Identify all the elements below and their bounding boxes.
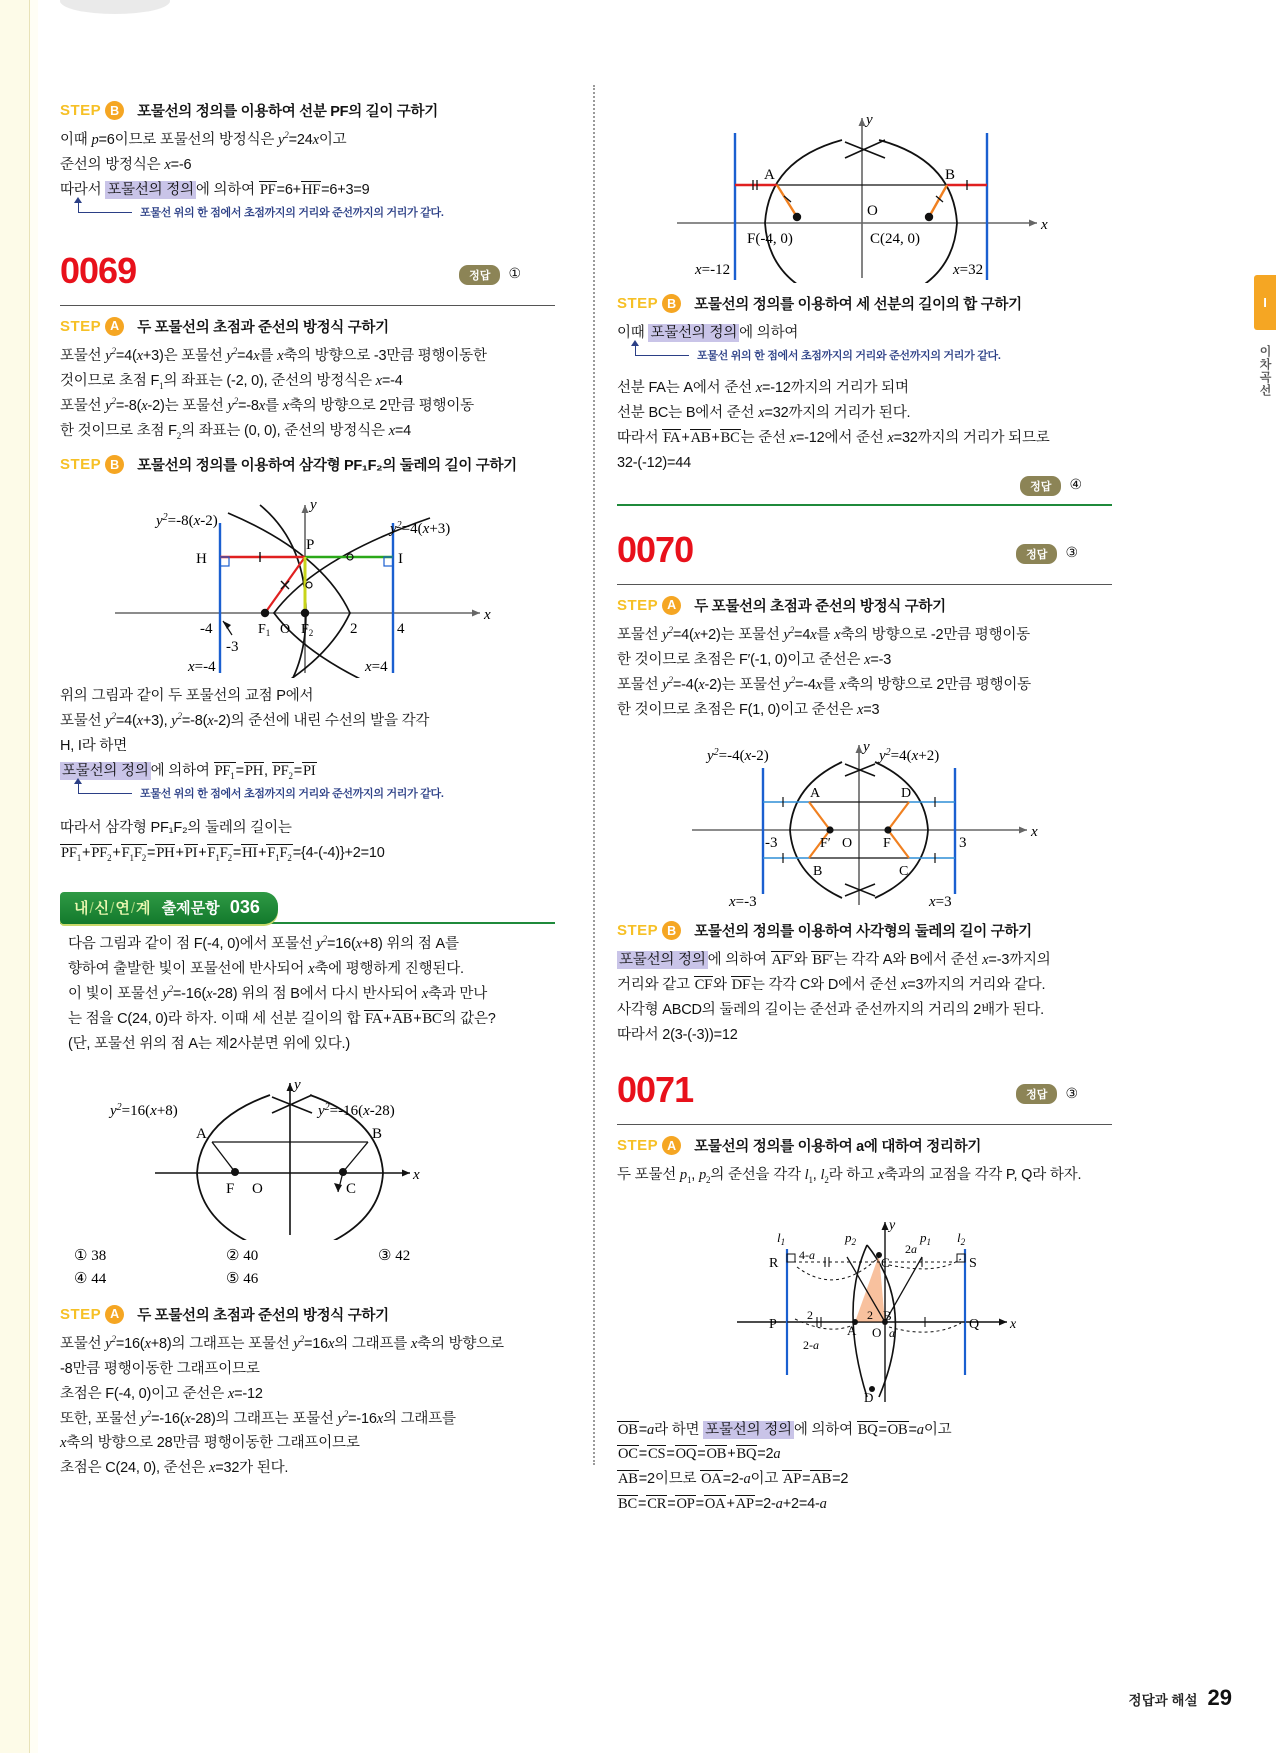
svg-text:I: I bbox=[398, 551, 403, 568]
svg-text:C(24, 0): C(24, 0) bbox=[870, 231, 920, 247]
answer-value: ① bbox=[508, 267, 521, 283]
step-badge: B bbox=[662, 294, 681, 313]
problem-rule bbox=[617, 584, 1112, 585]
step-badge: B bbox=[105, 455, 124, 474]
choice-4[interactable] bbox=[74, 1269, 226, 1288]
choice-value: 44 bbox=[91, 1270, 107, 1287]
problem-header-0069 bbox=[60, 249, 555, 301]
text-line: 따라서 삼각형 PF₁F₂의 둘레의 길이는 bbox=[60, 820, 292, 837]
chapter-tab-label: 이차곡선 bbox=[1258, 345, 1272, 397]
svg-text:l2: $l_2$ bbox=[957, 1229, 966, 1247]
svg-text:O: O bbox=[842, 836, 853, 852]
choice-3[interactable] bbox=[378, 1246, 530, 1265]
svg-text:2: 2 bbox=[350, 621, 358, 638]
svg-text:A: A bbox=[847, 1322, 857, 1338]
svg-text:p1: $p_1$ bbox=[920, 1229, 931, 1247]
step-header-0071-a bbox=[617, 1135, 1112, 1156]
svg-text:C: C bbox=[899, 864, 909, 880]
svg-text:F: F bbox=[226, 1180, 235, 1197]
text-line: 초점은 C(24, 0), 준선은 x=32가 된다. bbox=[60, 1460, 289, 1477]
naesin-tag bbox=[60, 892, 278, 924]
svg-text:B: B bbox=[813, 864, 823, 880]
text-line: 포물선 $y^2=4(x+3)$, $y^2=-8(x-2)$의 준선에 내린 수선의 발을 각각 bbox=[60, 711, 430, 730]
choice-mark: ③ bbox=[378, 1247, 392, 1264]
step-0071-a-body bbox=[617, 1163, 1112, 1188]
answer-value: ④ bbox=[1069, 478, 1082, 494]
step-036-a-body bbox=[60, 1332, 555, 1482]
formula-line: $PF_1+PF_2+F_1F_2=PH+PI+F_1F_2=HI+F_1F_2=\{4-(-4)\}+2=10$ bbox=[61, 845, 385, 863]
right-column bbox=[617, 90, 1112, 1517]
text-line: H, I라 하면 bbox=[60, 738, 128, 755]
text-line: 두 포물선 $p_1$, $p_2$의 준선을 각각 $l_1$, $l_2$라 하고 x축과의 교점을 각각 P, Q라 하자. bbox=[617, 1167, 1082, 1186]
svg-text:O: O bbox=[252, 1180, 263, 1197]
step-badge: A bbox=[662, 596, 681, 615]
svg-text:O: O bbox=[280, 622, 291, 638]
step-header-0070-b bbox=[617, 920, 1112, 941]
choice-value: 38 bbox=[91, 1247, 107, 1264]
svg-text:y: y bbox=[863, 739, 870, 756]
svg-text:2a: 2a bbox=[905, 1241, 917, 1256]
step-0070-b-body bbox=[617, 948, 1112, 1048]
step-0071-conclusion bbox=[617, 1418, 1112, 1518]
step-title: 포물선의 정의를 이용하여 세 선분의 길이의 합 구하기 bbox=[694, 297, 1022, 313]
naesin-number: 036 bbox=[229, 897, 260, 918]
svg-text:A: A bbox=[810, 786, 821, 802]
svg-text:C: C bbox=[881, 1254, 890, 1270]
svg-text:F′: F′ bbox=[820, 836, 831, 852]
svg-text:-4: -4 bbox=[200, 621, 213, 638]
step-word: STEP bbox=[60, 1305, 102, 1323]
svg-text:y: y bbox=[866, 112, 873, 128]
naesin-word-3: 연 bbox=[115, 900, 130, 918]
svg-text:O: O bbox=[872, 1324, 882, 1340]
svg-text:F1: $F_1$ bbox=[258, 622, 271, 639]
step-title: 두 포물선의 초점과 준선의 방정식 구하기 bbox=[694, 598, 946, 615]
answer-pill bbox=[1020, 476, 1082, 496]
text-line: 준선의 방정식은 x=-6 bbox=[60, 156, 192, 173]
step-title: 두 포물선의 초점과 준선의 방정식 구하기 bbox=[137, 319, 389, 336]
svg-text:P: P bbox=[769, 1316, 777, 1332]
svg-text:a: a bbox=[889, 1325, 895, 1340]
step-header-0069-b bbox=[60, 454, 555, 475]
naesin-word-2: 신 bbox=[94, 900, 110, 918]
step-word: STEP bbox=[60, 317, 102, 335]
svg-text:A: A bbox=[196, 1125, 207, 1142]
svg-text:2: 2 bbox=[807, 1307, 813, 1322]
svg-text:4: 4 bbox=[397, 621, 405, 638]
svg-text:x: x bbox=[413, 1166, 420, 1183]
note-leader-line bbox=[78, 782, 132, 794]
choice-mark: ⑤ bbox=[226, 1270, 240, 1287]
text-line: 포물선의 정의 에 의하여 $PF_1=PH$, $PF_2=PI$ bbox=[62, 763, 316, 782]
text-line: BC=CR=OP=OA+AP=2-a+2=4-a bbox=[618, 1496, 827, 1513]
problem-rule bbox=[617, 1124, 1112, 1125]
callout-note bbox=[617, 348, 1112, 368]
answer-value: ③ bbox=[1065, 1086, 1078, 1102]
left-column bbox=[60, 90, 555, 1481]
choice-value: 46 bbox=[243, 1270, 259, 1287]
step-word: STEP bbox=[617, 596, 659, 614]
text-line: 다음 그림과 같이 점 F(-4, 0)에서 포물선 $y^2=16(x+8)$ 위의 점 A를 bbox=[68, 934, 459, 953]
step-036-b-body bbox=[617, 321, 1112, 346]
answer-pill bbox=[1016, 544, 1078, 564]
step-036-b-after bbox=[617, 376, 1112, 476]
step-word: STEP bbox=[60, 102, 102, 119]
slash: / bbox=[130, 900, 136, 918]
naesin-word-1: 내 bbox=[74, 900, 89, 918]
svg-text:x=-4: x=-4 bbox=[188, 659, 216, 676]
svg-text:D: D bbox=[901, 786, 912, 802]
svg-text:x=-12: x=-12 bbox=[695, 262, 731, 278]
text-line: 따라서 포물선의 정의 에 의하여 PF=6+HF=6+3=9 bbox=[60, 181, 370, 198]
answer-row-036 bbox=[617, 476, 1112, 500]
step-badge: B bbox=[105, 101, 124, 120]
note-text: 포물선 위의 한 점에서 초점까지의 거리와 준선까지의 거리가 같다. bbox=[140, 788, 444, 801]
svg-text:y: y bbox=[294, 1076, 301, 1093]
svg-text:4-a: 4-a bbox=[799, 1247, 815, 1262]
text-line: (단, 포물선 위의 점 A는 제2사분면 위에 있다.) bbox=[68, 1035, 350, 1052]
naesin-section bbox=[60, 892, 555, 924]
svg-text:x: x bbox=[1010, 1316, 1017, 1332]
callout-note bbox=[60, 205, 555, 225]
svg-text:D: D bbox=[864, 1389, 874, 1405]
text-line: 따라서 FA+AB+BC는 준선 x=-12에서 준선 x=32까지의 거리가 되므로 bbox=[617, 429, 1050, 446]
choice-spacer bbox=[378, 1269, 530, 1288]
svg-text:2: 2 bbox=[867, 1307, 873, 1322]
text-line: 포물선 $y^2=16(x+8)$의 그래프는 포물선 $y^2=16x$의 그래프를 x축의 방향으로 bbox=[60, 1333, 504, 1352]
svg-text:O: O bbox=[867, 203, 878, 219]
page-number: 29 bbox=[1207, 1685, 1232, 1710]
step-header-0070-a bbox=[617, 595, 1112, 616]
text-line: 따라서 2(3-(-3))=12 bbox=[617, 1027, 738, 1044]
step-badge: A bbox=[105, 317, 124, 336]
step-title: 포물선의 정의를 이용하여 선분 PF의 길이 구하기 bbox=[137, 104, 438, 120]
svg-text:F: F bbox=[883, 836, 891, 852]
slash: / bbox=[89, 900, 94, 918]
chapter-tab: I bbox=[1254, 275, 1276, 330]
section-rule bbox=[617, 504, 1112, 506]
svg-text:B: B bbox=[883, 1307, 892, 1323]
figure-0071 bbox=[617, 1197, 1112, 1412]
step-header-0069-a bbox=[60, 316, 555, 337]
svg-text:-3: -3 bbox=[226, 639, 239, 656]
answer-label: 정답 bbox=[1016, 544, 1057, 564]
note-text: 포물선 위의 한 점에서 초점까지의 거리와 준선까지의 거리가 같다. bbox=[697, 349, 1001, 362]
svg-text:p2: $p_2$ bbox=[845, 1229, 856, 1247]
text-line: 거리와 같고 CF와 DF는 각각 C와 D에서 준선 x=3까지의 거리와 같다. bbox=[617, 977, 1046, 994]
svg-text:A: A bbox=[764, 167, 775, 183]
choices-row-2 bbox=[60, 1269, 555, 1288]
text-line: AB=2이므로 OA=2-a이고 AP=AB=2 bbox=[618, 1471, 849, 1488]
svg-text:x=32: x=32 bbox=[953, 262, 984, 278]
text-line: 이때 포물선의 정의 에 의하여 bbox=[617, 325, 799, 341]
step-header-top bbox=[60, 100, 555, 121]
text-line: 이 빛이 포물선 $y^2=-16(x-28)$ 위의 점 B에서 다시 반사되어 x축과 만나 bbox=[68, 984, 488, 1002]
text-line: 한 것이므로 초점은 F(1, 0)이고 준선은 x=3 bbox=[617, 701, 880, 718]
choice-mark: ① bbox=[74, 1247, 88, 1264]
svg-text:y: y bbox=[889, 1217, 896, 1233]
column-divider bbox=[593, 85, 595, 1465]
svg-text:-3: -3 bbox=[765, 835, 778, 852]
svg-text:y2=16(x+8): $y^2=16(x+8)$ bbox=[110, 1101, 178, 1119]
step-badge: B bbox=[662, 921, 681, 940]
naesin-word-4: 계 bbox=[136, 900, 151, 918]
note-leader-line bbox=[635, 344, 689, 356]
choice-value: 40 bbox=[243, 1247, 259, 1264]
step-word: STEP bbox=[617, 922, 659, 940]
text-line: 향하여 출발한 빛이 포물선에 반사되어 x축에 평행하게 진행된다. bbox=[68, 960, 464, 977]
text-line: -8만큼 평행이동한 그래프이므로 bbox=[60, 1360, 260, 1377]
footer-label: 정답과 해설 bbox=[1128, 1693, 1198, 1708]
svg-text:x=3: x=3 bbox=[929, 894, 952, 911]
text-line: 위의 그림과 같이 두 포물선의 교점 P에서 bbox=[60, 688, 314, 705]
svg-text:F(-4, 0): F(-4, 0) bbox=[747, 231, 793, 247]
step-badge: A bbox=[105, 1305, 124, 1324]
svg-text:y2=4(x+3): $y^2=4(x+3)$ bbox=[390, 520, 451, 538]
text-line: 한 것이므로 초점은 F′(-1, 0)이고 준선은 x=-3 bbox=[617, 651, 892, 668]
choices-row-1 bbox=[60, 1246, 555, 1265]
svg-text:2-a: 2-a bbox=[803, 1337, 819, 1352]
svg-text:B: B bbox=[372, 1125, 383, 1142]
svg-text:x=4: x=4 bbox=[365, 659, 388, 676]
text-line: 32-(-12)=44 bbox=[617, 454, 691, 471]
step-0069-b-body bbox=[60, 684, 555, 784]
svg-text:Q: Q bbox=[969, 1316, 980, 1332]
naesin-label: 출제문항 bbox=[161, 900, 220, 918]
svg-text:3: 3 bbox=[959, 835, 967, 852]
choice-value: 42 bbox=[395, 1247, 411, 1264]
svg-text:R: R bbox=[769, 1255, 779, 1271]
figure-036-solution bbox=[617, 98, 1112, 283]
svg-text:S: S bbox=[969, 1255, 977, 1271]
figure-036 bbox=[60, 1065, 555, 1240]
problem-header-0070 bbox=[617, 528, 1112, 580]
step-title: 두 포물선의 초점과 준선의 방정식 구하기 bbox=[137, 1307, 389, 1324]
step-0070-a-body bbox=[617, 623, 1112, 723]
text-line: 포물선 $y^2=-8(x-2)$는 포물선 $y^2=-8x$를 x축의 방향으로 2만큼 평행이동 bbox=[60, 396, 474, 415]
text-line: 사각형 ABCD의 둘레의 길이는 준선과 준선까지의 거리의 2배가 된다. bbox=[617, 1002, 1044, 1019]
text-line: 는 점을 C(24, 0)라 하자. 이때 세 선분 길이의 합 FA+AB+BC의 값은? bbox=[68, 1010, 496, 1027]
svg-text:C: C bbox=[346, 1180, 357, 1197]
answer-pill bbox=[1016, 1084, 1078, 1104]
step-0069-a-body bbox=[60, 344, 555, 445]
svg-text:x=-3: x=-3 bbox=[729, 894, 757, 911]
svg-text:x: x bbox=[1031, 824, 1038, 841]
text-line: 초점은 F(-4, 0)이고 준선은 x=-12 bbox=[60, 1385, 263, 1402]
answer-label: 정답 bbox=[1016, 1084, 1057, 1104]
step-badge: A bbox=[662, 1136, 681, 1155]
step-word: STEP bbox=[617, 1137, 659, 1155]
svg-text:y2=-16(x-28): $y^2=-16(x-28)$ bbox=[318, 1101, 395, 1119]
choice-mark: ② bbox=[226, 1247, 240, 1264]
page-content bbox=[42, 0, 1232, 1753]
figure-0069 bbox=[60, 483, 555, 678]
svg-text:F2: $F_2$ bbox=[301, 622, 314, 639]
callout-note bbox=[60, 786, 555, 806]
step-title: 포물선의 정의를 이용하여 a에 대하여 정리하기 bbox=[694, 1139, 982, 1156]
text-line: 또한, 포물선 $y^2=-16(x-28)$의 그래프는 포물선 $y^2=-16x$의 그래프를 bbox=[60, 1408, 456, 1427]
svg-text:x: x bbox=[484, 607, 491, 624]
text-line: 한 것이므로 초점 $F_2$의 좌표는 (0, 0), 준선의 방정식은 x=4 bbox=[60, 423, 411, 441]
note-text: 포물선 위의 한 점에서 초점까지의 거리와 준선까지의 거리가 같다. bbox=[140, 206, 444, 219]
figure-0070 bbox=[617, 730, 1112, 910]
answer-label: 정답 bbox=[1020, 476, 1061, 496]
top-step-body bbox=[60, 128, 555, 203]
text-line: 선분 FA는 A에서 준선 x=-12까지의 거리가 되며 bbox=[617, 379, 909, 396]
problem-number: 0069 bbox=[60, 249, 137, 291]
text-line: 이때 p=6이므로 포물선의 방정식은 $y^2=24x$이고 bbox=[60, 130, 347, 148]
text-line: x축의 방향으로 28만큼 평행이동한 그래프이므로 bbox=[60, 1435, 360, 1452]
page-left-edge bbox=[30, 0, 38, 1753]
text-line: 포물선 $y^2=-4(x-2)$는 포물선 $y^2=-4x$를 x축의 방향으로 2만큼 평행이동 bbox=[617, 674, 1031, 693]
step-word: STEP bbox=[60, 456, 102, 474]
problem-rule bbox=[60, 305, 555, 306]
text-line: OB=a라 하면 포물선의 정의 에 의하여 BQ=OB=a이고 bbox=[618, 1421, 952, 1438]
choice-2[interactable] bbox=[226, 1246, 378, 1265]
choice-5[interactable] bbox=[226, 1269, 378, 1288]
step-title: 포물선의 정의를 이용하여 사각형의 둘레의 길이 구하기 bbox=[694, 924, 1032, 941]
svg-text:x: x bbox=[1041, 217, 1048, 233]
text-line: 선분 BC는 B에서 준선 x=32까지의 거리가 된다. bbox=[617, 404, 911, 421]
naesin-problem-body bbox=[60, 932, 555, 1057]
text-line: 포물선의 정의 에 의하여 AF′와 BF′는 각각 A와 B에서 준선 x=-3까지의 bbox=[619, 952, 1051, 969]
step-header-036-b bbox=[617, 293, 1112, 314]
svg-text:l1: $l_1$ bbox=[777, 1229, 786, 1247]
answer-pill bbox=[459, 265, 521, 285]
slash: / bbox=[110, 900, 115, 918]
step-word: STEP bbox=[617, 295, 659, 312]
text-line: OC=CS=OQ=OB+BQ=2a bbox=[618, 1446, 781, 1463]
svg-text:y2=-8(x-2): $y^2=-8(x-2)$ bbox=[156, 512, 218, 530]
svg-text:y2=4(x+2): $y^2=4(x+2)$ bbox=[879, 747, 940, 765]
svg-text:P: P bbox=[306, 537, 315, 554]
step-0069-b-conclusion bbox=[60, 816, 555, 866]
svg-text:y: y bbox=[310, 497, 317, 514]
choice-1[interactable] bbox=[74, 1246, 226, 1265]
text-line: 포물선 $y^2=4(x+3)$은 포물선 $y^2=4x$를 x축의 방향으로 -3만큼 평행이동한 bbox=[60, 345, 487, 364]
problem-header-0071 bbox=[617, 1069, 1112, 1120]
answer-value: ③ bbox=[1065, 546, 1078, 562]
text-line: 것이므로 초점 $F_1$의 좌표는 (-2, 0), 준선의 방정식은 x=-4 bbox=[60, 372, 403, 391]
problem-number: 0070 bbox=[617, 528, 694, 570]
step-title: 포물선의 정의를 이용하여 삼각형 PF₁F₂의 둘레의 길이 구하기 bbox=[137, 458, 517, 475]
note-leader-line bbox=[78, 201, 132, 213]
choice-mark: ④ bbox=[74, 1270, 88, 1287]
svg-text:B: B bbox=[945, 167, 956, 183]
answer-label: 정답 bbox=[459, 265, 500, 285]
step-header-036-a bbox=[60, 1304, 555, 1325]
page-footer bbox=[1129, 1685, 1232, 1711]
text-line: 포물선 $y^2=4(x+2)$는 포물선 $y^2=4x$를 x축의 방향으로 -2만큼 평행이동 bbox=[617, 624, 1030, 643]
page-left-band bbox=[0, 0, 30, 1753]
svg-text:y2=-4(x-2): $y^2=-4(x-2)$ bbox=[707, 747, 769, 765]
svg-text:H: H bbox=[196, 551, 207, 568]
problem-number: 0071 bbox=[617, 1069, 694, 1111]
